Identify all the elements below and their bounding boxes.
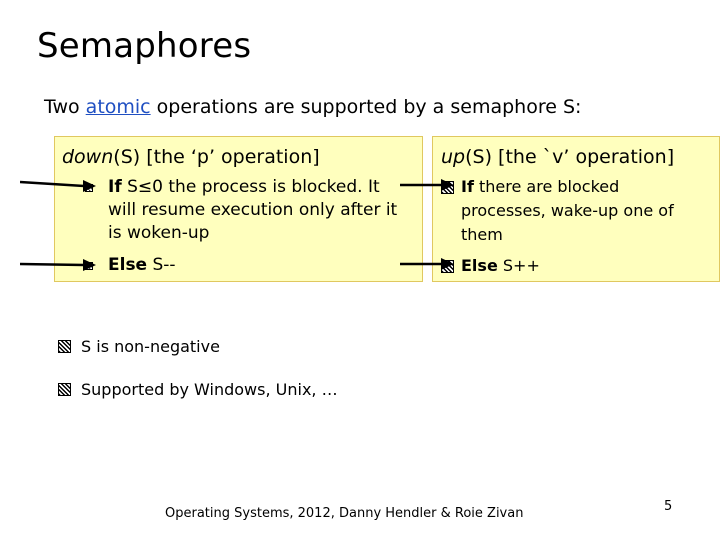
intro-after: operations are supported by a semaphore S: <box>150 96 582 118</box>
arrow-up-wakeup-icon <box>400 177 454 193</box>
down-item-else <box>85 254 176 277</box>
down-fn-name: down <box>62 146 114 168</box>
up-item-wakeup-text <box>461 175 706 247</box>
arrow-down-blocked-icon <box>20 178 96 194</box>
up-item-else-body: S++ <box>497 256 540 275</box>
up-item-else <box>441 254 540 278</box>
intro-before: Two <box>44 96 86 118</box>
checkbox-bullet-icon <box>58 383 71 396</box>
checkbox-bullet-icon <box>58 340 71 353</box>
up-item-else-text <box>461 254 540 278</box>
down-item-blocked-body: S≤0 the process is blocked. It will resume execution only after it is woken-up <box>108 177 398 243</box>
up-operation-box <box>432 136 720 282</box>
up-fn-name: up <box>441 146 466 168</box>
point-non-negative-text: S is non-negative <box>81 337 220 356</box>
down-heading <box>62 146 320 168</box>
page-number: 5 <box>664 499 673 514</box>
point-non-negative <box>58 337 220 357</box>
down-item-else-text <box>108 254 176 277</box>
footer-credit: Operating Systems, 2012, Danny Hendler & Roie Zivan <box>165 506 524 521</box>
down-item-blocked-keyword: If <box>108 177 122 197</box>
up-item-wakeup-keyword: If <box>461 177 474 196</box>
up-heading-rest: (S) [the `v’ operation] <box>465 146 675 168</box>
point-supported-by-text: Supported by Windows, Unix, … <box>81 380 338 399</box>
down-item-else-keyword: Else <box>108 255 148 275</box>
up-item-wakeup-body: there are blocked processes, wake-up one of them <box>461 177 674 244</box>
up-heading <box>441 146 674 168</box>
up-item-else-keyword: Else <box>461 256 498 275</box>
point-supported-by <box>58 380 338 400</box>
down-item-else-body: S-- <box>147 255 176 275</box>
slide-title: Semaphores <box>37 26 252 66</box>
down-item-blocked-text <box>108 176 405 245</box>
atomic-link[interactable]: atomic <box>85 96 151 118</box>
up-item-wakeup <box>441 175 706 247</box>
down-operation-box <box>54 136 423 282</box>
down-item-blocked <box>85 176 405 245</box>
down-heading-rest: (S) [the ‘p’ operation] <box>113 146 320 168</box>
intro-line <box>44 96 581 118</box>
arrow-down-else-icon <box>20 257 96 273</box>
arrow-up-else-icon <box>400 256 454 272</box>
